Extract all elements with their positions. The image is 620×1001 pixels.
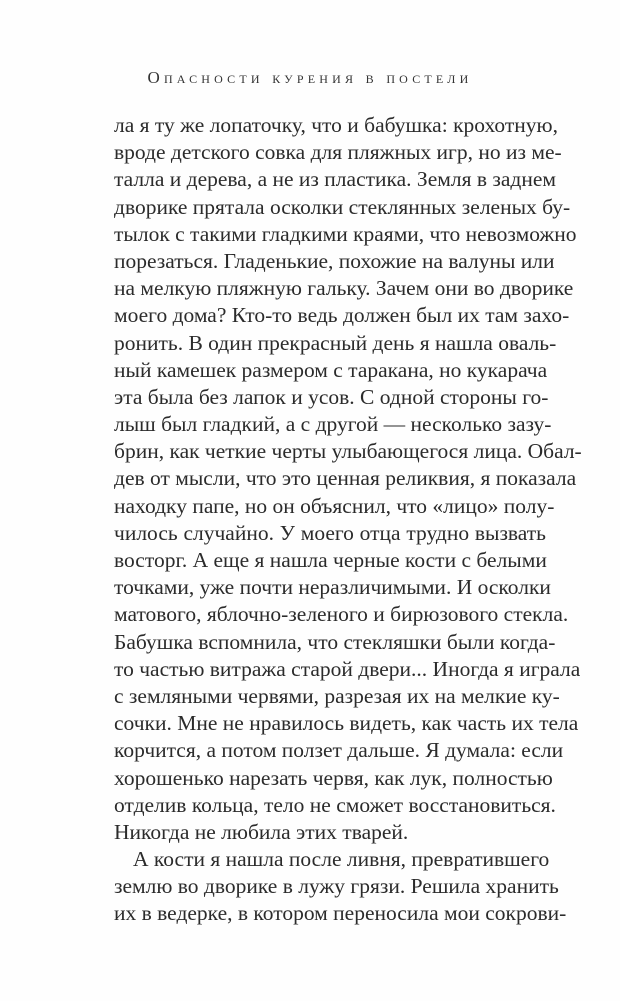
text-line: отделив кольца, тело не сможет восстановиться.: [114, 792, 556, 817]
text-line: находку папе, но он объяснил, что «лицо» полу-: [114, 493, 555, 518]
text-line: сочки. Мне не нравилось видеть, как часть их тела: [114, 711, 579, 736]
text-line: вроде детского совка для пляжных игр, но из ме-: [114, 140, 562, 165]
text-line: тылок с такими гладкими краями, что невозможно: [114, 221, 577, 246]
text-line: точками, уже почти неразличимыми. И осколки: [114, 575, 551, 600]
text-line: то частью витража старой двери... Иногда я играла: [114, 656, 581, 681]
text-line: ронить. В один прекрасный день я нашла оваль-: [114, 330, 557, 355]
text-line: порезаться. Гладенькие, похожие на валуны или: [114, 248, 555, 273]
text-line: брин, как четкие черты улыбающегося лица. Обал-: [114, 439, 582, 464]
text-line: дворике прятала осколки стеклянных зеленых бу-: [114, 194, 571, 219]
text-line: эта была без лапок и усов. С одной стороны го-: [114, 384, 549, 409]
text-line: землю во дворике в лужу грязи. Решила хранить: [114, 874, 559, 899]
body-text: [114, 112, 582, 928]
text-line: Никогда не любила этих тварей.: [114, 819, 409, 844]
text-line: А кости я нашла после ливня, превратившего: [133, 847, 550, 872]
text-line: хорошенько нарезать червя, как лук, полностью: [114, 765, 553, 790]
text-line: восторг. А еще я нашла черные кости с белыми: [114, 548, 547, 572]
paragraph-1: [114, 112, 582, 846]
text-line: корчится, а потом ползет дальше. Я думала: если: [114, 738, 564, 763]
text-line: моего дома? Кто-то ведь должен был их там захо-: [114, 303, 570, 328]
text-line: на мелкую пляжную гальку. Зачем они во дворике: [114, 276, 574, 301]
paragraph-2: [114, 846, 567, 928]
running-head: Опасности курения в постели: [147, 68, 473, 87]
text-line: ла я ту же лопаточку, что и бабушка: крохотную,: [114, 113, 558, 137]
text-line: Бабушка вспомнила, что стекляшки были когда-: [114, 629, 556, 654]
text-line: с земляными червями, разрезая их на мелкие ку-: [114, 683, 560, 708]
text-line: ный камешек размером с таракана, но кукарача: [114, 357, 548, 382]
text-line: лыш был гладкий, а с другой — несколько зазу-: [114, 412, 552, 437]
text-line: чилось случайно. У моего отца трудно вызвать: [114, 520, 546, 545]
text-line: их в ведерке, в котором переносила мои сокрови-: [114, 901, 567, 926]
text-line: талла и дерева, а не из пластика. Земля в заднем: [114, 167, 556, 192]
text-line: матового, яблочно-зеленого и бирюзового стекла.: [114, 602, 569, 627]
text-line: дев от мысли, что это ценная реликвия, я показала: [114, 466, 577, 491]
